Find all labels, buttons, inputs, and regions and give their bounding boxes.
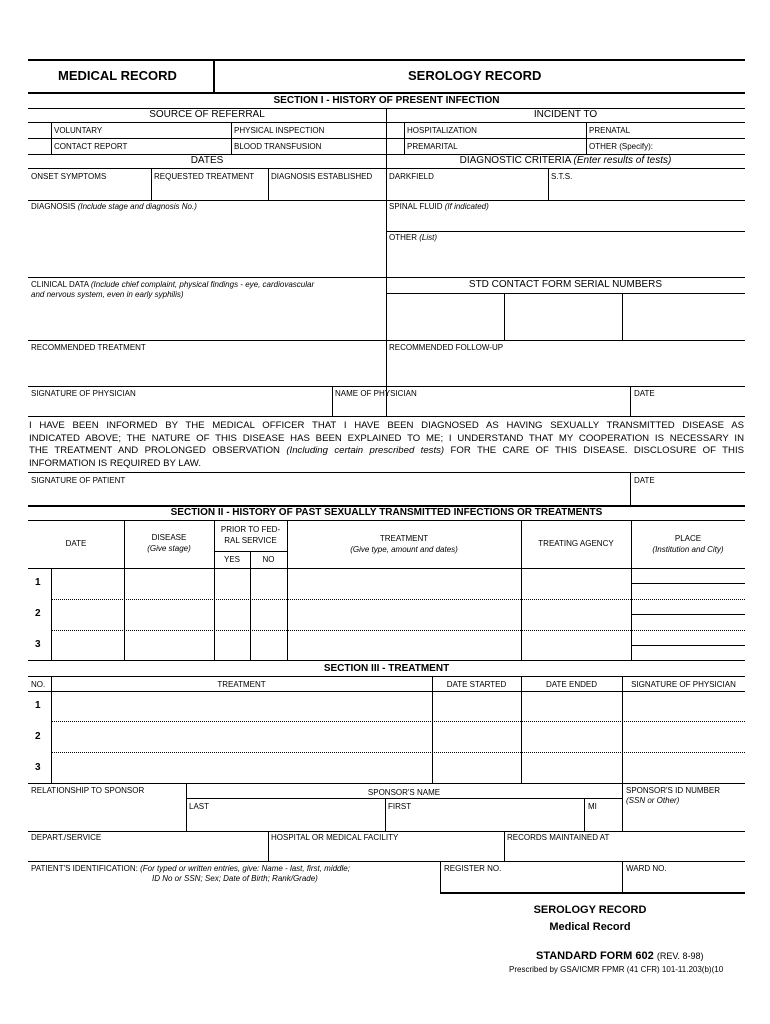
other-specify-label — [589, 142, 653, 152]
patient-identification-label — [31, 864, 350, 874]
diagnosis-established-field[interactable] — [269, 182, 385, 199]
section-3-title: SECTION III - TREATMENT — [323, 663, 450, 674]
physical-inspection-label: PHYSICAL INSPECTION — [234, 126, 325, 135]
clinical-data-note-2-text: and nervous system, even in early syphilis) — [31, 290, 184, 299]
signature-of-physician-label: SIGNATURE OF PHYSICIAN — [31, 389, 136, 398]
onset-symptoms-field[interactable] — [29, 182, 150, 199]
source-of-referral-heading: SOURCE OF REFERRAL — [149, 109, 265, 120]
diagnostic-criteria-note: (Enter results of tests) — [573, 155, 672, 166]
depart-service-label: DEPART./SERVICE — [31, 833, 102, 842]
records-maintained-field[interactable] — [505, 844, 744, 860]
darkfield-field[interactable] — [387, 182, 547, 199]
other-list-note: (List) — [419, 233, 438, 242]
sec3-row-number: 1 — [35, 700, 41, 711]
consent-line-3a: THE TREATMENT AND PROLONGED OBSERVATION — [29, 445, 280, 456]
patient-identification-note-2-text: ID No or SSN; Sex; Date of Birth; Rank/Grade) — [152, 874, 318, 883]
sponsor-mi-field[interactable] — [585, 812, 621, 830]
sec2-treatment-note-text: (Give type, amount and dates) — [350, 545, 458, 554]
sponsors-name-label: SPONSOR'S NAME — [367, 788, 441, 797]
ward-no-label: WARD NO. — [626, 864, 667, 873]
sponsor-last-label: LAST — [189, 802, 210, 811]
hospital-facility-label: HOSPITAL OR MEDICAL FACILITY — [271, 833, 399, 842]
diagnosis-text: DIAGNOSIS — [31, 202, 76, 211]
sec2-no-header: NO — [262, 555, 275, 564]
patient-identification-note-2 — [152, 874, 318, 884]
consent-statement — [29, 420, 744, 470]
footer-title: SEROLOGY RECORD — [533, 904, 647, 916]
diagnostic-criteria-heading — [386, 155, 745, 167]
requested-treatment-field[interactable] — [152, 182, 267, 199]
sec2-row-2[interactable] — [52, 600, 745, 629]
sec2-prior-header-1: PRIOR TO FED- — [220, 525, 281, 534]
consent-line-1: I HAVE BEEN INFORMED BY THE MEDICAL OFFICER THAT I HAVE BEEN DIAGNOSED AS HAVING SEXUALLY TRANSMITTED DISEASE AS — [29, 420, 744, 431]
darkfield-label: DARKFIELD — [389, 172, 434, 181]
sponsor-mi-label: MI — [588, 802, 597, 811]
sec3-treatment-header: TREATMENT — [217, 680, 266, 689]
sec2-row-number: 2 — [35, 608, 41, 619]
diagnosis-field[interactable] — [29, 213, 385, 277]
register-no-label: REGISTER NO. — [444, 864, 502, 873]
sec3-date-ended-header: DATE ENDED — [546, 680, 597, 689]
sec3-signature-header: SIGNATURE OF PHYSICIAN — [631, 680, 736, 689]
blood-transfusion-label: BLOOD TRANSFUSION — [234, 142, 322, 151]
other-list-text: OTHER — [389, 233, 417, 242]
sts-field[interactable] — [549, 182, 744, 199]
sec2-treatment-header: TREATMENT — [379, 534, 429, 543]
hospitalization-label: HOSPITALIZATION — [407, 126, 477, 135]
sec2-date-header: DATE — [65, 539, 87, 548]
sec3-date-started-header: DATE STARTED — [446, 680, 507, 689]
sec3-row-3[interactable] — [52, 754, 745, 782]
std-serial-number-2[interactable] — [505, 294, 621, 339]
physician-date-label: DATE — [634, 389, 655, 398]
diagnosis-label — [31, 202, 197, 212]
contact-report-checkbox[interactable] — [29, 139, 50, 153]
other-specify-field[interactable] — [660, 139, 744, 153]
recommended-followup-field[interactable] — [387, 354, 744, 385]
recommended-followup-label: RECOMMENDED FOLLOW-UP — [389, 343, 504, 352]
requested-treatment-label: REQUESTED TREATMENT — [154, 172, 255, 181]
sponsor-id-label: SPONSOR'S ID NUMBER — [626, 786, 720, 795]
sec3-row-number: 3 — [35, 762, 41, 773]
consent-line-3c: FOR THE CARE OF THIS DISEASE. DISCLOSURE OF THIS — [450, 445, 745, 456]
sec2-treatment-note — [287, 545, 521, 555]
sec2-row-3[interactable] — [52, 631, 745, 659]
premarital-checkbox[interactable] — [387, 139, 403, 153]
sec2-treating-agency-header: TREATING AGENCY — [538, 539, 614, 548]
section-1-title: SECTION I - HISTORY OF PRESENT INFECTION — [273, 95, 500, 106]
dates-heading: DATES — [190, 155, 224, 166]
sec3-row-1[interactable] — [52, 692, 745, 720]
prenatal-label: PRENATAL — [589, 126, 631, 135]
other-list-field[interactable] — [387, 244, 744, 276]
sec2-row-number: 1 — [35, 577, 41, 588]
sec2-place-header: PLACE — [674, 534, 702, 543]
blood-transfusion-checkbox[interactable] — [214, 139, 230, 153]
sponsor-id-field[interactable] — [623, 808, 744, 830]
sec2-row-1[interactable] — [52, 569, 745, 598]
clinical-data-text: CLINICAL DATA — [31, 280, 89, 289]
sec2-disease-note-text: (Give stage) — [147, 544, 191, 553]
section-2-title: SECTION II - HISTORY OF PAST SEXUALLY TRANSMITTED INFECTIONS OR TREATMENTS — [170, 507, 603, 518]
sponsor-id-note — [626, 796, 679, 806]
name-of-physician-label: NAME OF PHYSICIAN — [335, 389, 417, 398]
name-of-physician-field[interactable] — [333, 400, 629, 415]
patient-date-label: DATE — [634, 476, 655, 485]
consent-line-3b: (Including certain prescribed tests) — [286, 445, 445, 456]
diagnosis-established-label: DIAGNOSIS ESTABLISHED — [271, 172, 373, 181]
consent-line-3 — [29, 445, 744, 458]
contact-report-label: CONTACT REPORT — [54, 142, 128, 151]
premarital-label: PREMARITAL — [407, 142, 458, 151]
incident-to-heading: INCIDENT TO — [533, 109, 598, 120]
sec2-prior-header-2: RAL SERVICE — [224, 536, 277, 545]
clinical-data-note-1: (Include chief complaint, physical findings - eye, cardiovascular — [90, 280, 315, 289]
consent-line-4: INFORMATION IS REQUIRED BY LAW. — [29, 457, 201, 469]
form-revision: (REV. 8-98) — [656, 951, 704, 961]
spinal-fluid-text: SPINAL FLUID — [389, 202, 443, 211]
prenatal-checkbox[interactable] — [569, 123, 585, 137]
std-serial-number-3[interactable] — [623, 294, 744, 339]
sec2-yes-header: YES — [223, 555, 240, 564]
sec2-disease-note — [124, 544, 214, 554]
standard-form-number — [536, 950, 704, 962]
recommended-treatment-label: RECOMMENDED TREATMENT — [31, 343, 146, 352]
ward-no-field[interactable] — [623, 875, 744, 892]
sponsor-id-note-text: (SSN or Other) — [626, 796, 680, 805]
clinical-data-field[interactable] — [29, 302, 385, 339]
onset-symptoms-label: ONSET SYMPTOMS — [31, 172, 107, 181]
signature-of-patient-field[interactable] — [29, 487, 629, 505]
sec2-place-note — [631, 545, 745, 555]
diagnostic-criteria-text: DIAGNOSTIC CRITERIA — [459, 155, 571, 166]
spinal-fluid-note: (If indicated) — [444, 202, 489, 211]
sec3-row-number: 2 — [35, 731, 41, 742]
register-no-field[interactable] — [441, 875, 621, 892]
physical-inspection-checkbox[interactable] — [214, 123, 230, 137]
signature-of-physician-field[interactable] — [29, 400, 331, 415]
relationship-to-sponsor-label: RELATIONSHIP TO SPONSOR — [31, 786, 145, 795]
sponsor-first-field[interactable] — [386, 812, 583, 830]
hospitalization-checkbox[interactable] — [387, 123, 403, 137]
sec3-no-header: NO. — [31, 680, 46, 689]
patient-identification-field[interactable] — [29, 886, 439, 946]
form-header-right-title: SEROLOGY RECORD — [408, 68, 542, 83]
hospital-facility-field[interactable] — [269, 844, 503, 860]
spinal-fluid-label — [389, 202, 489, 212]
voluntary-checkbox[interactable] — [29, 123, 50, 137]
patient-identification-note-1: (For typed or written entries, give: Name - last, first, middle; — [140, 864, 350, 873]
recommended-treatment-field[interactable] — [29, 354, 385, 385]
spinal-fluid-field[interactable] — [387, 213, 744, 230]
clinical-data-note-2 — [31, 290, 184, 300]
sts-label: S.T.S. — [551, 172, 573, 181]
form-header-left-title: MEDICAL RECORD — [58, 68, 177, 83]
relationship-to-sponsor-field[interactable] — [29, 797, 185, 830]
sec2-place-note-text: (Institution and City) — [652, 545, 724, 554]
consent-line-2: INDICATED ABOVE; THE NATURE OF THIS DISEASE HAS BEEN EXPLAINED TO ME; I UNDERSTAND THAT MY COOPERATION IS NECESSARY IN — [29, 432, 744, 444]
sec2-disease-header: DISEASE — [151, 533, 187, 542]
patient-date-field[interactable] — [631, 487, 744, 505]
sponsor-first-label: FIRST — [388, 802, 412, 811]
std-serial-number-1[interactable] — [387, 294, 503, 339]
other-specify-text: OTHER (Specify): — [589, 142, 654, 151]
depart-service-field[interactable] — [29, 844, 267, 860]
clinical-data-label — [31, 280, 314, 290]
prescribed-by: Prescribed by GSA/ICMR FPMR (41 CFR) 101-11.203(b)(10 — [509, 965, 724, 974]
std-contact-serial-heading: STD CONTACT FORM SERIAL NUMBERS — [468, 279, 663, 290]
signature-of-patient-label: SIGNATURE OF PATIENT — [31, 476, 126, 485]
patient-identification-text: PATIENT'S IDENTIFICATION: — [31, 864, 138, 873]
standard-form-number-text: STANDARD FORM 602 — [536, 950, 654, 962]
sponsor-last-field[interactable] — [187, 812, 384, 830]
voluntary-label: VOLUNTARY — [54, 126, 103, 135]
other-list-label — [389, 233, 437, 243]
footer-subtitle: Medical Record — [549, 921, 631, 933]
records-maintained-label: RECORDS MAINTAINED AT — [507, 833, 610, 842]
sec2-row-number: 3 — [35, 639, 41, 650]
physician-date-field[interactable] — [631, 400, 744, 415]
sec3-row-2[interactable] — [52, 723, 745, 751]
diagnosis-note: (Include stage and diagnosis No.) — [77, 202, 197, 211]
